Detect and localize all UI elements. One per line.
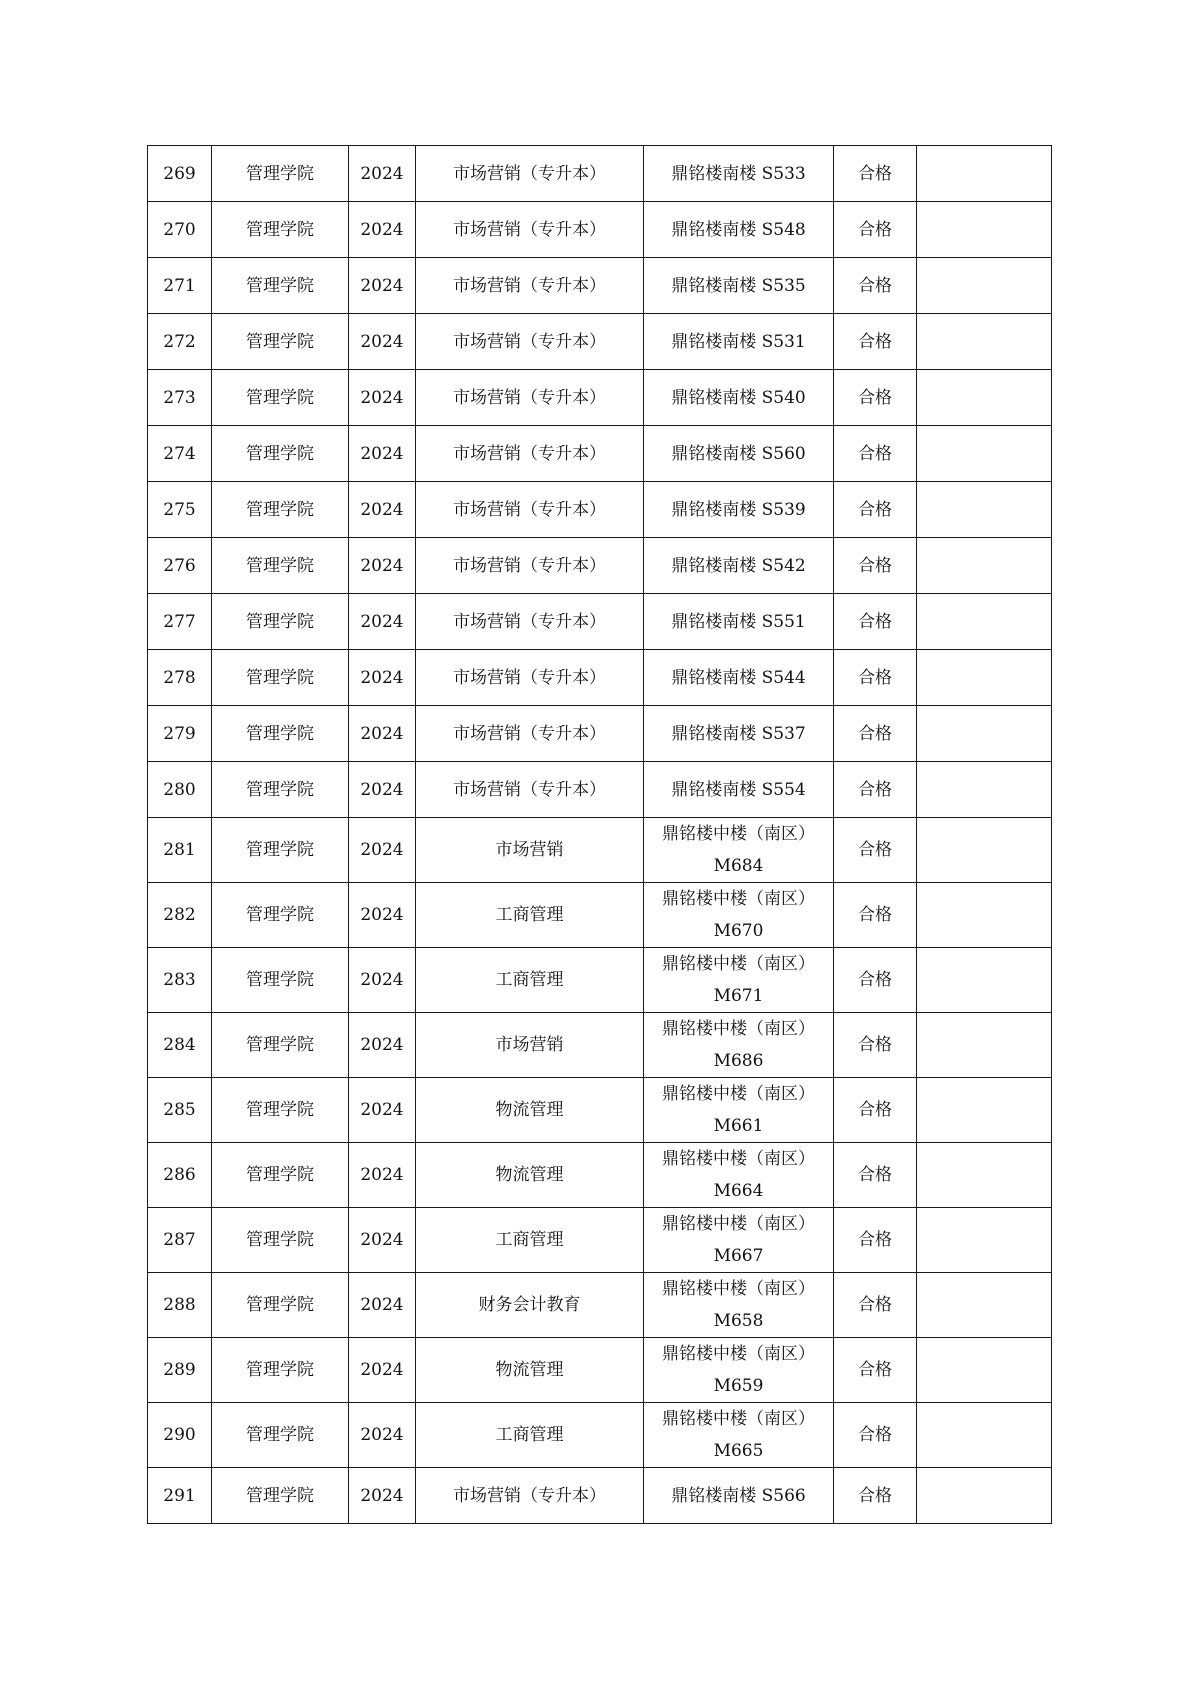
result-cell: 合格 (834, 258, 917, 314)
table-row (148, 202, 1052, 258)
college-cell: 管理学院 (212, 1403, 349, 1468)
result-cell: 合格 (834, 650, 917, 706)
room-cell (644, 1143, 834, 1208)
room-cell: 鼎铭楼南楼 S542 (644, 538, 834, 594)
room-building-text: 鼎铭楼中楼（南区） (662, 1084, 815, 1104)
college-cell: 管理学院 (212, 1273, 349, 1338)
college-cell: 管理学院 (212, 883, 349, 948)
result-cell: 合格 (834, 482, 917, 538)
college-cell: 管理学院 (212, 314, 349, 370)
note-cell (917, 1208, 1052, 1273)
table-row (148, 650, 1052, 706)
room-cell: 鼎铭楼南楼 S535 (644, 258, 834, 314)
table-row (148, 1013, 1052, 1078)
result-cell: 合格 (834, 202, 917, 258)
row-number-cell: 276 (148, 538, 212, 594)
room-cell: 鼎铭楼南楼 S560 (644, 426, 834, 482)
year-cell: 2024 (349, 594, 416, 650)
result-cell: 合格 (834, 1338, 917, 1403)
row-number-cell: 290 (148, 1403, 212, 1468)
row-number-cell: 277 (148, 594, 212, 650)
major-cell: 财务会计教育 (416, 1273, 644, 1338)
room-cell: 鼎铭楼南楼 S531 (644, 314, 834, 370)
table-row (148, 538, 1052, 594)
row-number-cell: 278 (148, 650, 212, 706)
table-row (148, 594, 1052, 650)
year-cell: 2024 (349, 1208, 416, 1273)
note-cell (917, 314, 1052, 370)
table-row (148, 1078, 1052, 1143)
college-cell: 管理学院 (212, 538, 349, 594)
college-cell: 管理学院 (212, 1013, 349, 1078)
major-cell: 市场营销（专升本） (416, 258, 644, 314)
note-cell (917, 482, 1052, 538)
table-row (148, 370, 1052, 426)
result-cell: 合格 (834, 146, 917, 202)
year-cell: 2024 (349, 370, 416, 426)
college-cell: 管理学院 (212, 1143, 349, 1208)
room-number-text: M670 (713, 921, 764, 941)
college-cell: 管理学院 (212, 482, 349, 538)
row-number-cell: 269 (148, 146, 212, 202)
major-cell: 市场营销（专升本） (416, 202, 644, 258)
year-cell: 2024 (349, 650, 416, 706)
year-cell: 2024 (349, 883, 416, 948)
college-cell: 管理学院 (212, 818, 349, 883)
year-cell: 2024 (349, 762, 416, 818)
table-row (148, 1338, 1052, 1403)
year-cell: 2024 (349, 1143, 416, 1208)
room-building-text: 鼎铭楼中楼（南区） (662, 1149, 815, 1169)
note-cell (917, 258, 1052, 314)
year-cell: 2024 (349, 258, 416, 314)
room-building-text: 鼎铭楼中楼（南区） (662, 1214, 815, 1234)
college-cell: 管理学院 (212, 1208, 349, 1273)
room-building-text: 鼎铭楼中楼（南区） (662, 1409, 815, 1429)
table-row (148, 426, 1052, 482)
major-cell: 市场营销（专升本） (416, 1468, 644, 1524)
room-building-text: 鼎铭楼中楼（南区） (662, 824, 815, 844)
year-cell: 2024 (349, 948, 416, 1013)
row-number-cell: 279 (148, 706, 212, 762)
room-cell (644, 883, 834, 948)
note-cell (917, 706, 1052, 762)
year-cell: 2024 (349, 482, 416, 538)
college-cell: 管理学院 (212, 370, 349, 426)
room-number-text: M661 (713, 1116, 764, 1136)
room-cell: 鼎铭楼南楼 S548 (644, 202, 834, 258)
result-cell: 合格 (834, 706, 917, 762)
college-cell: 管理学院 (212, 762, 349, 818)
result-cell: 合格 (834, 538, 917, 594)
note-cell (917, 202, 1052, 258)
room-cell (644, 1013, 834, 1078)
result-cell: 合格 (834, 314, 917, 370)
result-cell: 合格 (834, 762, 917, 818)
note-cell (917, 426, 1052, 482)
table-row (148, 762, 1052, 818)
table-row (148, 146, 1052, 202)
year-cell: 2024 (349, 818, 416, 883)
room-cell: 鼎铭楼南楼 S540 (644, 370, 834, 426)
room-cell: 鼎铭楼南楼 S537 (644, 706, 834, 762)
table-row (148, 482, 1052, 538)
note-cell (917, 1273, 1052, 1338)
college-cell: 管理学院 (212, 1338, 349, 1403)
result-cell: 合格 (834, 883, 917, 948)
table-row (148, 883, 1052, 948)
note-cell (917, 1078, 1052, 1143)
result-cell: 合格 (834, 426, 917, 482)
note-cell (917, 594, 1052, 650)
major-cell: 工商管理 (416, 883, 644, 948)
college-cell: 管理学院 (212, 202, 349, 258)
room-building-text: 鼎铭楼中楼（南区） (662, 954, 815, 974)
major-cell: 市场营销（专升本） (416, 762, 644, 818)
year-cell: 2024 (349, 314, 416, 370)
table-row (148, 1403, 1052, 1468)
room-number-text: M658 (713, 1311, 764, 1331)
room-number-text: M664 (713, 1181, 764, 1201)
result-cell: 合格 (834, 818, 917, 883)
note-cell (917, 1013, 1052, 1078)
year-cell: 2024 (349, 1273, 416, 1338)
room-cell (644, 1208, 834, 1273)
room-cell (644, 1273, 834, 1338)
college-cell: 管理学院 (212, 948, 349, 1013)
row-number-cell: 286 (148, 1143, 212, 1208)
year-cell: 2024 (349, 1013, 416, 1078)
table-row (148, 258, 1052, 314)
year-cell: 2024 (349, 706, 416, 762)
row-number-cell: 283 (148, 948, 212, 1013)
year-cell: 2024 (349, 1403, 416, 1468)
year-cell: 2024 (349, 1338, 416, 1403)
note-cell (917, 948, 1052, 1013)
note-cell (917, 538, 1052, 594)
major-cell: 工商管理 (416, 1208, 644, 1273)
room-building-text: 鼎铭楼中楼（南区） (662, 1279, 815, 1299)
result-cell: 合格 (834, 1468, 917, 1524)
result-cell: 合格 (834, 1273, 917, 1338)
major-cell: 市场营销（专升本） (416, 594, 644, 650)
row-number-cell: 272 (148, 314, 212, 370)
note-cell (917, 650, 1052, 706)
room-number-text: M686 (713, 1051, 764, 1071)
major-cell: 物流管理 (416, 1338, 644, 1403)
room-building-text: 鼎铭楼中楼（南区） (662, 1344, 815, 1364)
room-number-text: M684 (713, 856, 764, 876)
room-number-text: M671 (713, 986, 764, 1006)
year-cell: 2024 (349, 426, 416, 482)
note-cell (917, 883, 1052, 948)
room-cell: 鼎铭楼南楼 S566 (644, 1468, 834, 1524)
room-cell: 鼎铭楼南楼 S539 (644, 482, 834, 538)
row-number-cell: 288 (148, 1273, 212, 1338)
row-number-cell: 285 (148, 1078, 212, 1143)
row-number-cell: 280 (148, 762, 212, 818)
room-cell: 鼎铭楼南楼 S544 (644, 650, 834, 706)
room-cell: 鼎铭楼南楼 S551 (644, 594, 834, 650)
major-cell: 市场营销（专升本） (416, 314, 644, 370)
table-body (148, 146, 1052, 1524)
result-cell: 合格 (834, 1143, 917, 1208)
major-cell: 市场营销（专升本） (416, 706, 644, 762)
year-cell: 2024 (349, 538, 416, 594)
college-cell: 管理学院 (212, 258, 349, 314)
table-row (148, 948, 1052, 1013)
table-row (148, 1273, 1052, 1338)
major-cell: 市场营销（专升本） (416, 370, 644, 426)
result-cell: 合格 (834, 1403, 917, 1468)
result-cell: 合格 (834, 1208, 917, 1273)
note-cell (917, 1468, 1052, 1524)
row-number-cell: 271 (148, 258, 212, 314)
result-cell: 合格 (834, 948, 917, 1013)
result-cell: 合格 (834, 1013, 917, 1078)
table-row (148, 1143, 1052, 1208)
major-cell: 市场营销（专升本） (416, 538, 644, 594)
major-cell: 工商管理 (416, 1403, 644, 1468)
room-number-text: M665 (713, 1441, 764, 1461)
note-cell (917, 1403, 1052, 1468)
major-cell: 市场营销（专升本） (416, 482, 644, 538)
room-building-text: 鼎铭楼中楼（南区） (662, 889, 815, 909)
college-cell: 管理学院 (212, 650, 349, 706)
room-cell (644, 948, 834, 1013)
result-cell: 合格 (834, 370, 917, 426)
year-cell: 2024 (349, 1468, 416, 1524)
row-number-cell: 281 (148, 818, 212, 883)
room-cell (644, 1338, 834, 1403)
row-number-cell: 270 (148, 202, 212, 258)
note-cell (917, 762, 1052, 818)
room-number-text: M659 (713, 1376, 764, 1396)
row-number-cell: 284 (148, 1013, 212, 1078)
college-cell: 管理学院 (212, 426, 349, 482)
major-cell: 物流管理 (416, 1078, 644, 1143)
major-cell: 市场营销 (416, 818, 644, 883)
row-number-cell: 274 (148, 426, 212, 482)
room-cell (644, 1078, 834, 1143)
note-cell (917, 818, 1052, 883)
row-number-cell: 275 (148, 482, 212, 538)
note-cell (917, 1143, 1052, 1208)
table-row (148, 1208, 1052, 1273)
college-cell: 管理学院 (212, 594, 349, 650)
note-cell (917, 146, 1052, 202)
room-cell: 鼎铭楼南楼 S554 (644, 762, 834, 818)
major-cell: 市场营销（专升本） (416, 426, 644, 482)
room-cell: 鼎铭楼南楼 S533 (644, 146, 834, 202)
table-row (148, 1468, 1052, 1524)
college-cell: 管理学院 (212, 1078, 349, 1143)
table-row (148, 314, 1052, 370)
major-cell: 市场营销 (416, 1013, 644, 1078)
row-number-cell: 291 (148, 1468, 212, 1524)
room-cell (644, 1403, 834, 1468)
room-building-text: 鼎铭楼中楼（南区） (662, 1019, 815, 1039)
table-row (148, 706, 1052, 762)
result-cell: 合格 (834, 1078, 917, 1143)
table-row (148, 818, 1052, 883)
major-cell: 市场营销（专升本） (416, 146, 644, 202)
row-number-cell: 273 (148, 370, 212, 426)
room-number-text: M667 (713, 1246, 764, 1266)
room-cell (644, 818, 834, 883)
college-cell: 管理学院 (212, 146, 349, 202)
college-cell: 管理学院 (212, 1468, 349, 1524)
row-number-cell: 282 (148, 883, 212, 948)
major-cell: 市场营销（专升本） (416, 650, 644, 706)
note-cell (917, 1338, 1052, 1403)
year-cell: 2024 (349, 202, 416, 258)
row-number-cell: 287 (148, 1208, 212, 1273)
major-cell: 物流管理 (416, 1143, 644, 1208)
year-cell: 2024 (349, 1078, 416, 1143)
dorm-inspection-table (147, 145, 1052, 1524)
note-cell (917, 370, 1052, 426)
college-cell: 管理学院 (212, 706, 349, 762)
major-cell: 工商管理 (416, 948, 644, 1013)
year-cell: 2024 (349, 146, 416, 202)
result-cell: 合格 (834, 594, 917, 650)
row-number-cell: 289 (148, 1338, 212, 1403)
